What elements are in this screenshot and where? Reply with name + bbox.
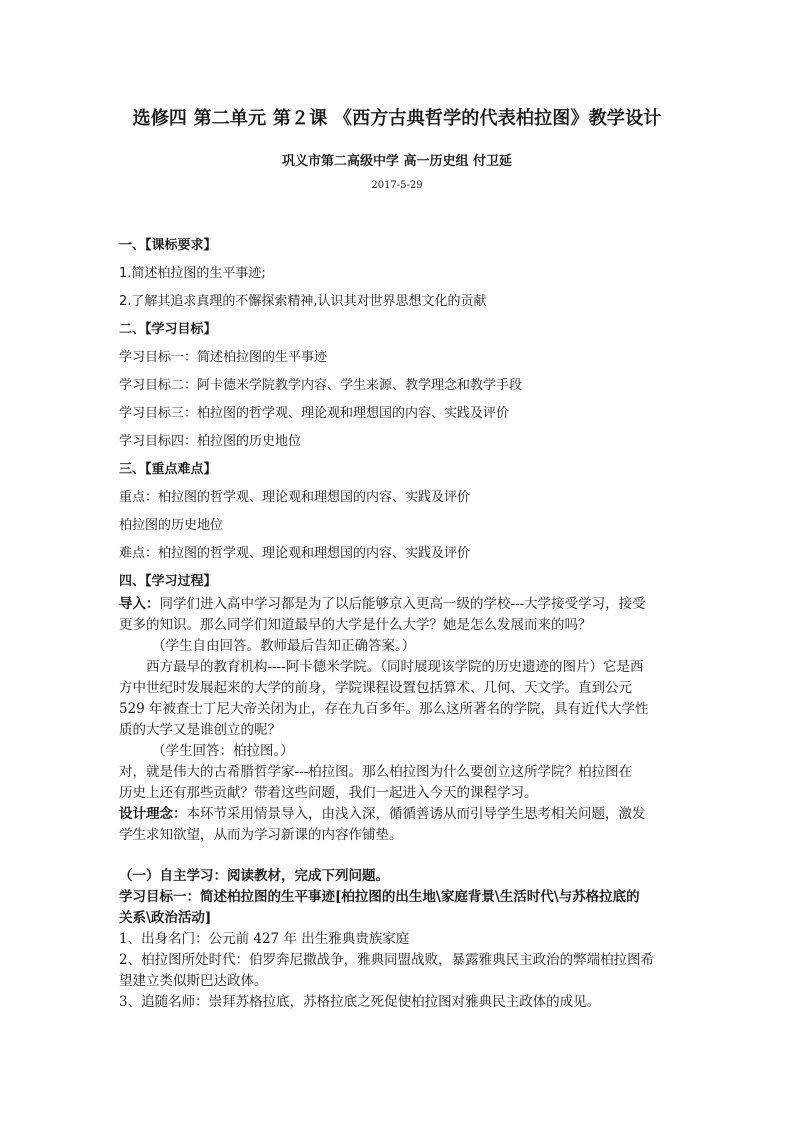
note-2: （学生回答：柏拉图。） [152, 743, 294, 759]
answer-line-2: 历史上还有那些贡献？带着这些问题，我们一起进入今天的课程学习。 [119, 785, 538, 801]
design-line-2: 学生求知欲望，从而为学习新课的内容作铺垫。 [119, 827, 403, 843]
document-title: 选修四 第二单元 第２课 《西方古典哲学的代表柏拉图》教学设计 [132, 108, 662, 129]
intro-label: 导入： [119, 596, 160, 612]
answer-line-1: 对，就是伟大的古希腊哲学家---柏拉图。那么柏拉图为什么要创立这所学院？柏拉图在 [119, 764, 633, 780]
curriculum-item-1: 1.简述柏拉图的生平事迹; [119, 266, 266, 281]
goal-1: 学习目标一：简述柏拉图的生平事迹 [119, 350, 328, 365]
curriculum-item-2: 2.了解其追求真理的不懈探索精神,认识其对世界思想文化的贡献 [119, 294, 487, 309]
intro-text-1: 同学们进入高中学习都是为了以后能够京入更高一级的学校---大学接受学习，接受 [159, 596, 646, 612]
item-2-line-1: 2、柏拉图所处时代：伯罗奔尼撒战争，雅典同盟战败，暴露雅典民主政治的弊端柏拉图希 [119, 952, 655, 968]
para-line-1: 西方最早的教育机构----阿卡德米学院。（同时展现该学院的历史遗迹的图片）它是西 [146, 659, 644, 675]
goal-2: 学习目标二：阿卡德米学院教学内容、学生来源、教学理念和教学手段 [119, 378, 523, 393]
para-line-2: 方中世纪时发展起来的大学的前身，学院课程设置包括算术、几何、天文学。直到公元 [119, 680, 632, 696]
key-point-1: 重点：柏拉图的哲学观、理论观和理想国的内容、实践及评价 [119, 490, 471, 505]
self-study-heading: （一）自主学习：阅读教材，完成下列问题。 [119, 868, 389, 884]
goal-3: 学习目标三：柏拉图的哲学观、理论观和理想国的内容、实践及评价 [119, 406, 510, 421]
section-heading-goals: 二、【学习目标】 [119, 322, 217, 337]
item-3: 3、追随名师：崇拜苏格拉底，苏格拉底之死促使柏拉图对雅典民主政体的成见。 [119, 994, 601, 1010]
difficult-point: 难点：柏拉图的哲学观、理论观和理想国的内容、实践及评价 [119, 546, 471, 561]
design-line-1 [119, 802, 646, 822]
item-1: 1、出身名门：公元前 427 年 出生雅典贵族家庭 [119, 931, 410, 947]
design-label: 设计理念： [119, 806, 187, 822]
intro-line-1 [119, 592, 646, 612]
section-heading-process: 四、【学习过程】 [119, 574, 217, 589]
para-line-4: 质的大学又是谁创立的呢？ [119, 722, 281, 738]
item-2-line-2: 望建立类似斯巴达政体。 [119, 973, 268, 989]
section-heading-key-points: 三、【重点难点】 [119, 462, 217, 477]
section-heading-curriculum: 一、【课标要求】 [119, 238, 217, 253]
design-text-1: 本环节采用情景导入，由浅入深，循循善诱从而引导学生思考相关问题，激发 [186, 806, 646, 822]
para-line-3: 529 年被查士丁尼大帝关闭为止，存在九百多年。那么这所著名的学院，具有近代大学性 [119, 701, 649, 717]
self-study-goal-line-1: 学习目标一：简述柏拉图的生平事迹[柏拉图的出生地\家庭背景\生活时代\与苏格拉底的 [119, 889, 640, 905]
goal-4: 学习目标四：柏拉图的历史地位 [119, 434, 302, 449]
date: 2017-5-29 [371, 180, 423, 191]
intro-line-2: 更多的知识。那么同学们知道最早的大学是什么大学？她是怎么发展而来的吗？ [119, 617, 592, 633]
author-line: 巩义市第二高级中学 高一历史组 付卫延 [281, 154, 513, 169]
key-point-2: 柏拉图的历史地位 [119, 518, 224, 533]
note-1: （学生自由回答。教师最后告知正确答案。） [152, 638, 416, 654]
self-study-goal-line-2: 关系\政治活动] [119, 910, 212, 926]
